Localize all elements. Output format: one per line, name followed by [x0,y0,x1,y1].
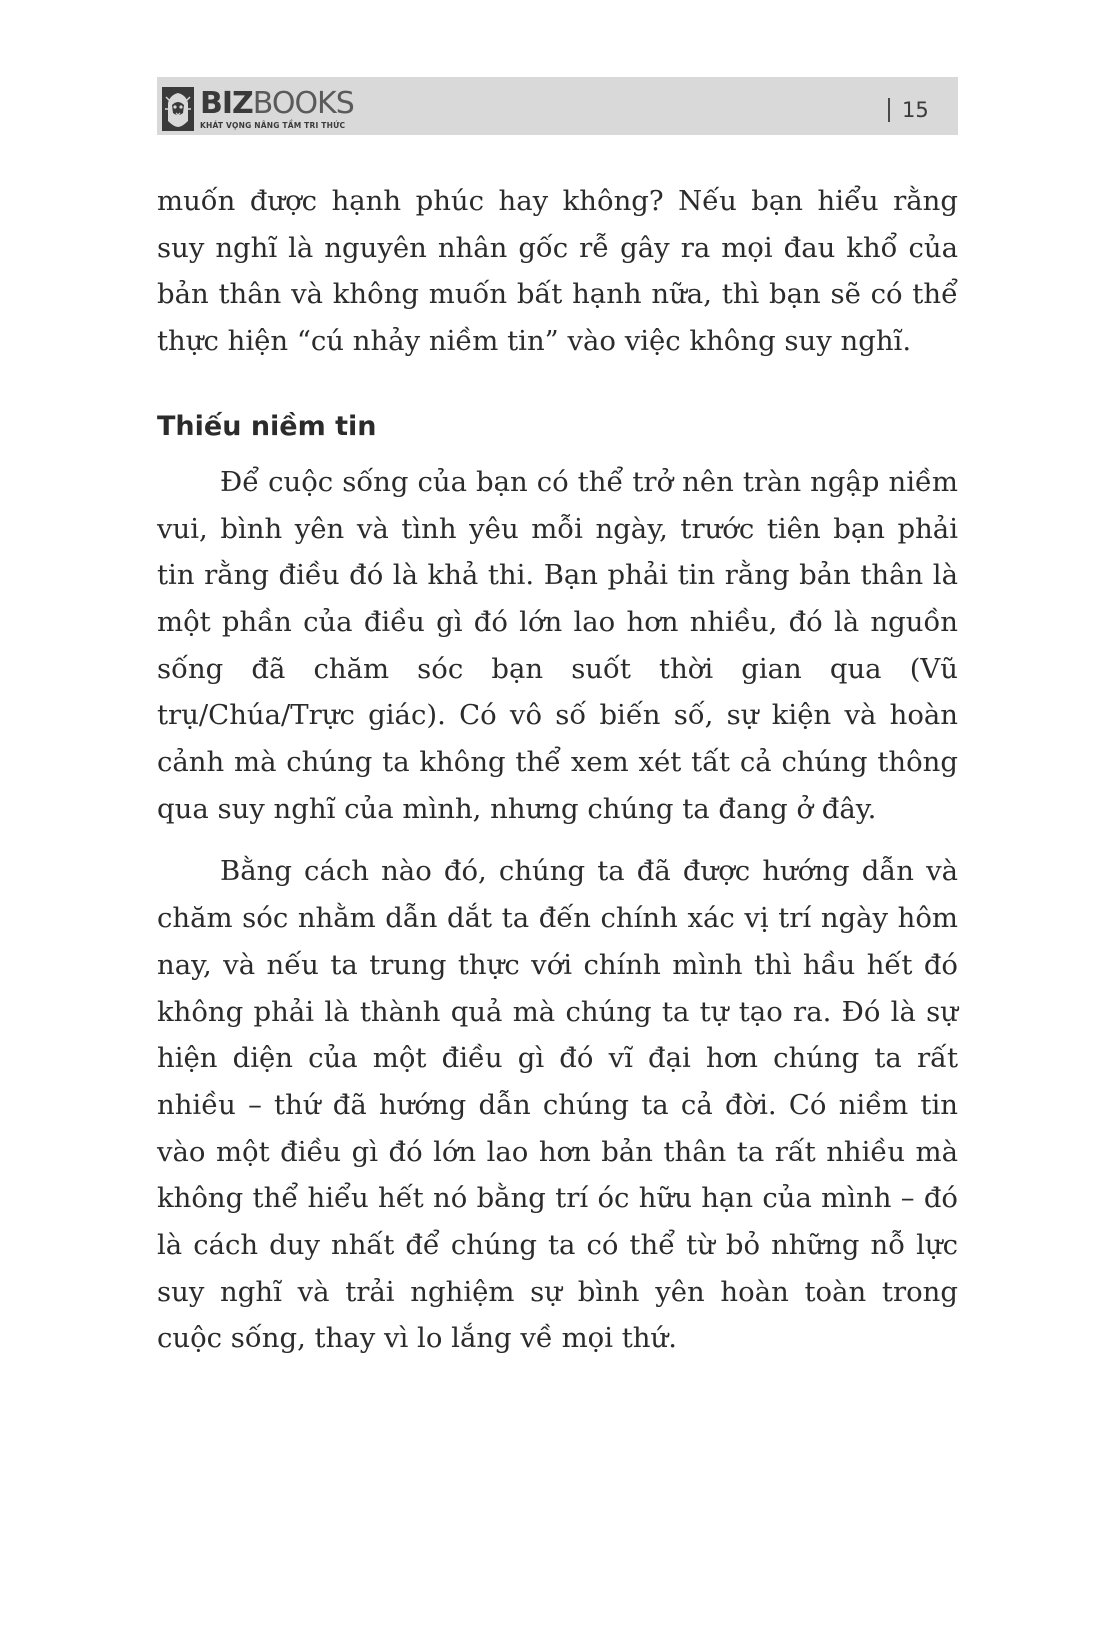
paragraph-continuation: muốn được hạnh phúc hay không? Nếu bạn hiểu rằng suy nghĩ là nguyên nhân gốc rễ gây ra mọi đau khổ của bản thân và không muốn bất hạnh nữa, thì bạn sẽ có thể thực hiện “cú nhảy niềm tin” vào việc không suy nghĩ. [157,185,958,358]
lion-head-icon [162,87,194,131]
page-number-divider [888,98,890,122]
page-number: 15 [902,98,929,122]
brand-tagline: KHÁT VỌNG NÂNG TẦM TRI THỨC [200,120,346,130]
section-heading: Thiếu niềm tin [157,410,377,442]
bizbooks-logo [162,84,354,134]
brand-books: BOOKS [252,85,354,121]
page-number-area [888,96,929,124]
paragraph: Để cuộc sống của bạn có thể trở nên tràn ngập niềm vui, bình yên và tình yêu mỗi ngày, trước tiên bạn phải tin rằng điều đó là khả thi. Bạn phải tin rằng bản thân là một phần của điều gì đó lớn lao hơn nhiều, đó là nguồn sống đã chăm sóc bạn suốt thời gian qua (Vũ trụ/Chúa/Trực giác). Có vô số biến số, sự kiện và hoàn cảnh mà chúng ta không thể xem xét tất cả chúng thông qua suy nghĩ của mình, nhưng chúng ta đang ở đây. [157,465,958,825]
paragraph: Bằng cách nào đó, chúng ta đã được hướng dẫn và chăm sóc nhằm dẫn dắt ta đến chính xác vị trí ngày hôm nay, và nếu ta trung thực với chính mình thì hầu hết đó không phải là thành quả mà chúng ta tự tạo ra. Đó là sự hiện diện của một điều gì đó vĩ đại hơn chúng ta rất nhiều – thứ đã hướng dẫn chúng ta cả đời. Có niềm tin vào một điều gì đó lớn lao hơn bản thân ta rất nhiều mà không thể hiểu hết nó bằng trí óc hữu hạn của mình – đó là cách duy nhất để chúng ta có thể từ bỏ những nỗ lực suy nghĩ và trải nghiệm sự bình yên hoàn toàn trong cuộc sống, thay vì lo lắng về mọi thứ. [157,855,958,1355]
brand-biz: BIZ [200,85,253,121]
page-body [157,178,958,1362]
brand-name [200,85,354,121]
logo-text [200,85,354,130]
